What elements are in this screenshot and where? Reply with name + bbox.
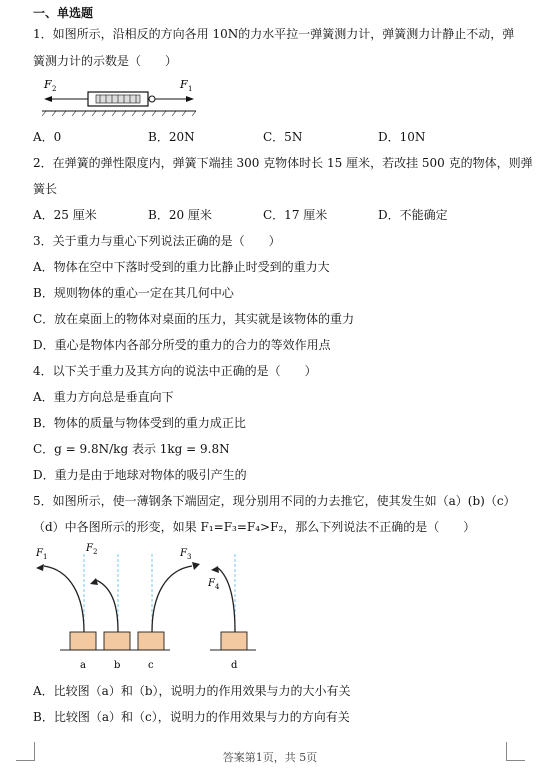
q1-option-b[interactable]: B．20N: [148, 130, 195, 144]
label-f3: F: [180, 548, 187, 559]
hook-ring: [149, 96, 155, 102]
q5-option-a[interactable]: A．比较图（a）和（b），说明力的作用效果与力的大小有关: [33, 684, 351, 698]
arrow-f3: [192, 562, 200, 570]
strip-a: [44, 566, 84, 632]
q3-option-c[interactable]: C．放在桌面上的物体对桌面的压力，其实就是该物体的重力: [33, 312, 355, 326]
label-f1-sub: 1: [43, 553, 48, 561]
left-arrow-head: [44, 96, 52, 102]
q2-option-a[interactable]: A．25 厘米: [33, 208, 97, 222]
q1-option-a[interactable]: A．0: [33, 130, 62, 144]
question-1-stem-line-2: 簧测力计的示数是（ ）: [33, 54, 178, 68]
base-a: [70, 632, 96, 650]
q3-option-d[interactable]: D．重心是物体内各部分所受的重力的合力的等效作用点: [33, 338, 331, 352]
label-a: a: [80, 660, 86, 671]
question-1-stem-line-1: 1．如图所示，沿相反的方向各用 10N的力水平拉一弹簧测力计，弹簧测力计静止不动，弹: [33, 27, 515, 41]
question-2-stem-line-2: 簧长: [33, 182, 58, 196]
q4-option-c[interactable]: C．g = 9.8N/kg 表示 1kg = 9.8N: [33, 442, 230, 456]
force-label-f2: F: [44, 78, 52, 91]
question-2-stem-line-1: 2．在弹簧的弹性限度内，弹簧下端挂 300 克物体时长 15 厘米，若改挂 500 克的物体，则弹: [33, 156, 533, 170]
arrow-f4: [211, 566, 219, 573]
q5-option-b[interactable]: B．比较图（a）和（c），说明力的作用效果与力的方向有关: [33, 710, 350, 724]
q1-option-d[interactable]: D．10N: [378, 130, 426, 144]
base-b: [104, 632, 130, 650]
question-5-stem-line-1: 5．如图所示，使一薄钢条下端固定，现分别用不同的力去推它，使其发生如（a）(b)（c）: [33, 494, 516, 508]
label-f3-sub: 3: [187, 553, 192, 561]
label-b: b: [114, 660, 121, 671]
label-f2-sub: 2: [93, 548, 98, 556]
label-f1: F: [36, 548, 43, 559]
force-label-f1-sub: 1: [188, 85, 193, 93]
label-f2: F: [86, 543, 93, 554]
strip-b: [96, 580, 118, 632]
q3-option-b[interactable]: B．规则物体的重心一定在其几何中心: [33, 286, 234, 300]
arrow-f2: [90, 578, 98, 585]
arrow-f1: [36, 564, 44, 571]
base-d: [221, 632, 247, 650]
force-label-f2-sub: 2: [52, 85, 57, 93]
label-d: d: [231, 660, 238, 671]
question-5-stem-line-2: （d）中各图所示的形变，如果 F₁=F₃=F₄>F₂，那么下列说法不正确的是（ ）: [33, 520, 476, 534]
q2-option-b[interactable]: B．20 厘米: [148, 208, 212, 222]
label-f4: F: [208, 578, 215, 589]
spring-scale-figure: [38, 78, 198, 118]
strip-c: [152, 566, 192, 632]
section-title: 一、单选题: [33, 6, 94, 20]
q4-option-d[interactable]: D．重力是由于地球对物体的吸引产生的: [33, 468, 247, 482]
q2-option-c[interactable]: C．17 厘米: [263, 208, 328, 222]
question-3-stem: 3．关于重力与重心下列说法正确的是（ ）: [33, 234, 281, 248]
steel-strip-figure: [30, 540, 260, 676]
page-footer: 答案第1页，共 5页: [222, 751, 318, 764]
label-c: c: [148, 660, 154, 671]
q1-option-c[interactable]: C．5N: [263, 130, 303, 144]
q2-option-d[interactable]: D．不能确定: [378, 208, 448, 222]
q3-option-a[interactable]: A．物体在空中下落时受到的重力比静止时受到的重力大: [33, 260, 330, 274]
q4-option-b[interactable]: B．物体的质量与物体受到的重力成正比: [33, 416, 246, 430]
strip-d: [218, 568, 235, 632]
base-c: [138, 632, 164, 650]
question-4-stem: 4．以下关于重力及其方向的说法中正确的是（ ）: [33, 364, 317, 378]
force-label-f1: F: [180, 78, 188, 91]
label-f4-sub: 4: [215, 583, 220, 591]
q4-option-a[interactable]: A．重力方向总是垂直向下: [33, 390, 174, 404]
right-arrow-head: [186, 96, 194, 102]
